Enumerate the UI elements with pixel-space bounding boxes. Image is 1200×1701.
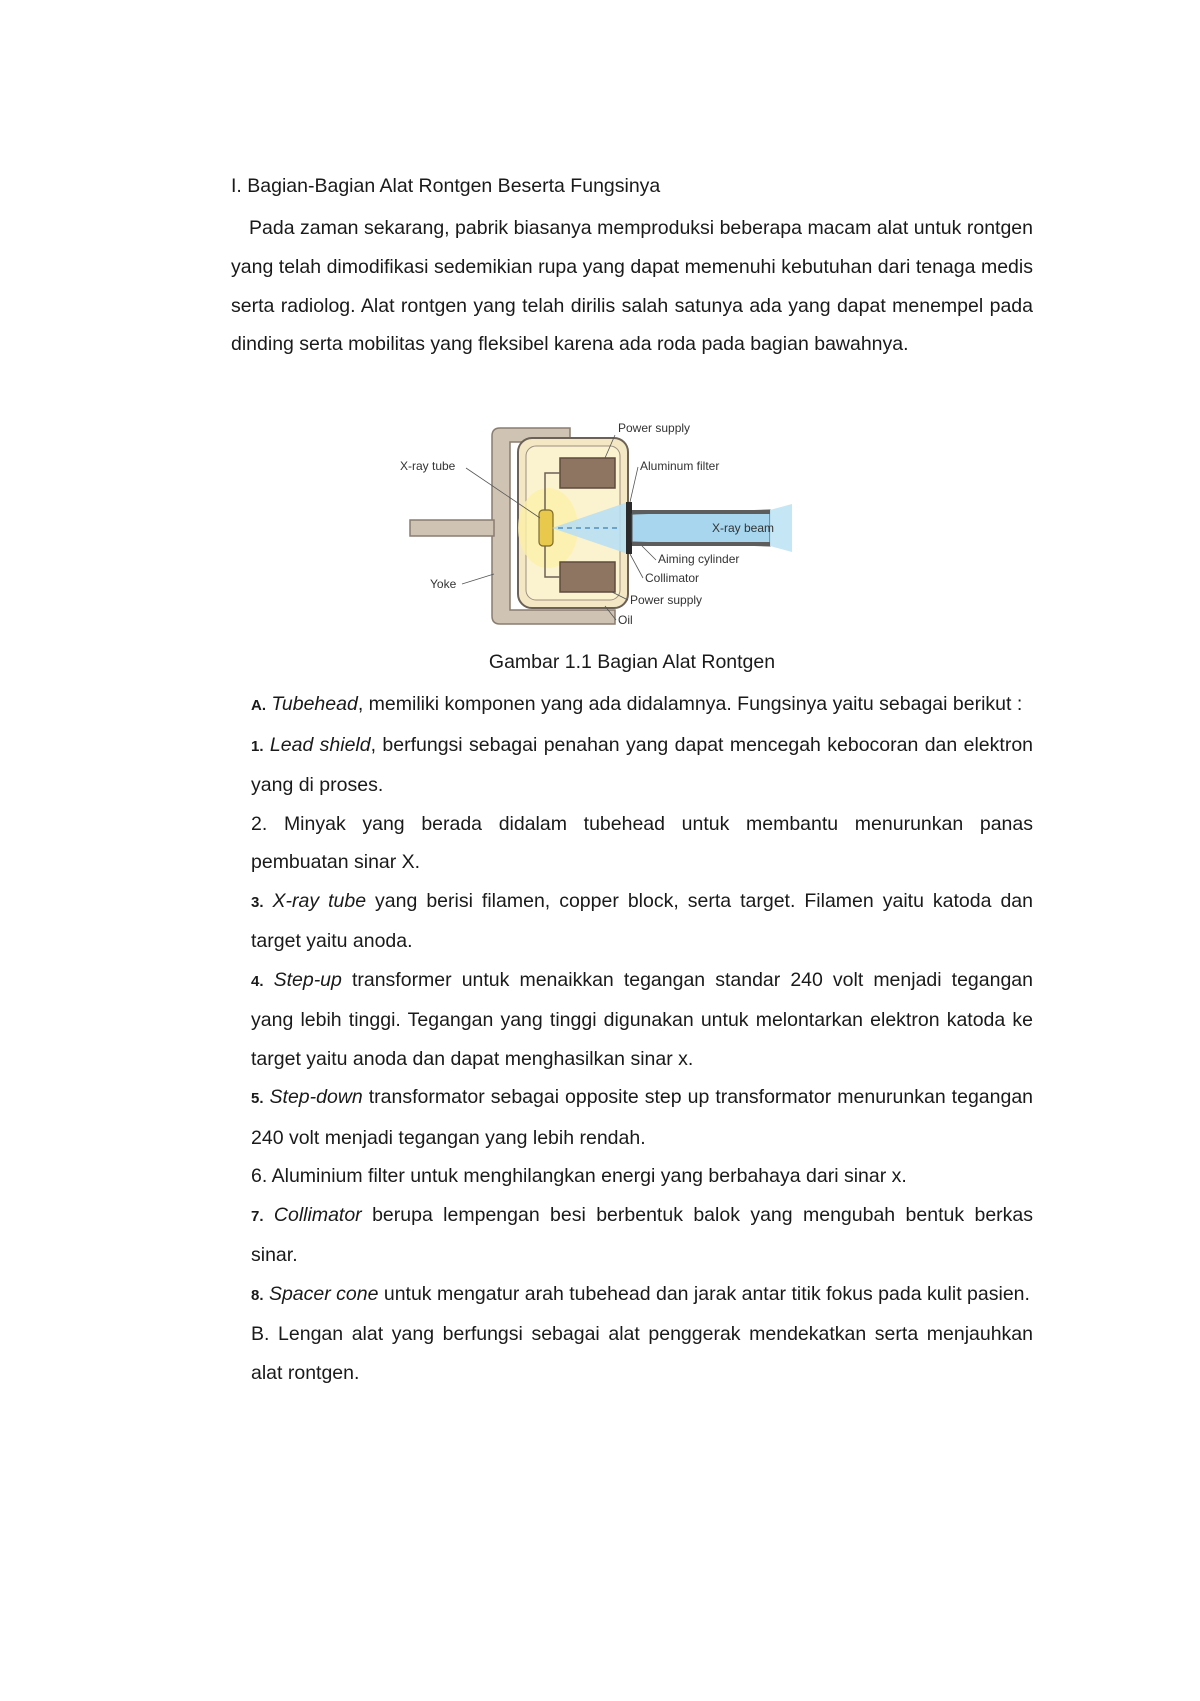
- item-text: transformator sebagai opposite step up transformator menurunkan tegangan 240 volt menjadi tegangan yang lebih rendah.: [251, 1086, 1034, 1149]
- item-text: untuk mengatur arah tubehead dan jarak antar titik fokus pada kulit pasien.: [378, 1282, 1030, 1305]
- power-supply-top: [560, 458, 615, 488]
- xray-tube: [539, 510, 553, 546]
- item-term: Lead shield: [269, 733, 371, 756]
- list-a-intro: [251, 685, 1033, 726]
- item-number: 7.: [251, 1207, 264, 1225]
- item-number: 1.: [251, 737, 264, 755]
- label-power-supply-bottom: Power supply: [630, 593, 703, 607]
- leader-collimator: [630, 554, 643, 578]
- list-item: [251, 961, 1033, 1079]
- section-heading: I. Bagian-Bagian Alat Rontgen Beserta Fungsinya: [231, 175, 661, 197]
- tubehead-diagram: [400, 410, 860, 642]
- item-number: 2.: [251, 812, 268, 835]
- label-yoke: Yoke: [430, 577, 457, 591]
- item-text: , berfungsi sebagai penahan yang dapat mencegah kebocoran dan elektron yang di proses.: [251, 733, 1034, 796]
- item-number: 5.: [251, 1090, 264, 1107]
- item-number: 4.: [251, 972, 264, 990]
- figure-caption: Gambar 1.1 Bagian Alat Rontgen: [488, 651, 776, 673]
- item-text: berupa lempengan besi berbentuk balok yang mengubah bentuk berkas sinar.: [251, 1203, 1034, 1266]
- item-term: X-ray tube: [272, 889, 367, 912]
- item-text: yang berisi filamen, copper block, serta target. Filamen yaitu katoda dan target yaitu anoda.: [251, 889, 1033, 952]
- collimator: [626, 502, 632, 554]
- item-term: Step-up: [273, 968, 342, 991]
- label-collimator: Collimator: [645, 571, 700, 585]
- intro-text: Pada zaman sekarang, pabrik biasanya memproduksi beberapa macam alat untuk rontgen yang telah dimodifikasi sedemikian rupa yang dapat memenuhi kebutuhan dari tenaga medis serta radiolog. Alat rontgen yang telah dirilis salah satunya ada yang dapat menempel pada dinding serta mobilitas yang fleksibel karena ada roda pada bagian bawahnya.: [231, 217, 1033, 356]
- item-text: Aluminium filter untuk menghilangkan energi yang berbahaya dari sinar x.: [271, 1165, 907, 1187]
- intro-paragraph: [231, 209, 1033, 364]
- label-xray-beam: X-ray beam: [712, 521, 775, 535]
- tubehead-diagram-svg: [400, 410, 860, 642]
- list-a: [251, 685, 1033, 1392]
- yoke-arm: [410, 520, 494, 536]
- cylinder-wall-top: [632, 510, 770, 514]
- list-b: [251, 1315, 1033, 1392]
- label-xray-tube: X-ray tube: [400, 459, 456, 473]
- label-aluminum-filter: Aluminum filter: [640, 459, 720, 473]
- leader-yoke: [462, 574, 494, 584]
- item-number: 6.: [251, 1165, 268, 1187]
- list-a-term: Tubehead: [271, 693, 358, 715]
- item-text: transformer untuk menaikkan tegangan standar 240 volt menjadi tegangan yang lebih tinggi. Tegangan yang tinggi digunakan untuk melontarkan elektron katoda ke target yaitu anoda dan dapat menghasilkan sinar x.: [251, 968, 1033, 1070]
- label-oil: Oil: [618, 613, 633, 627]
- list-item: [251, 726, 1033, 805]
- item-term: Collimator: [273, 1203, 362, 1226]
- leader-aluminum-filter: [630, 467, 638, 502]
- label-power-supply-top: Power supply: [618, 421, 691, 435]
- list-b-label: B.: [251, 1323, 270, 1345]
- list-a-label: A.: [251, 697, 266, 714]
- label-aiming-cylinder: Aiming cylinder: [658, 552, 740, 566]
- list-a-text: , memiliki komponen yang ada didalamnya. Fungsinya yaitu sebagai berikut :: [357, 693, 1023, 715]
- leader-aiming-cylinder: [642, 546, 656, 560]
- list-item: [251, 1157, 1033, 1196]
- list-item: [251, 805, 1033, 882]
- item-number: 8.: [251, 1286, 264, 1304]
- list-item: [251, 1078, 1033, 1157]
- cylinder-wall-bottom: [632, 542, 770, 546]
- power-supply-bottom: [560, 562, 615, 592]
- list-item: [251, 882, 1033, 961]
- item-term: Step-down: [269, 1086, 363, 1108]
- item-text: Minyak yang berada didalam tubehead untuk membantu menurunkan panas pembuatan sinar X.: [251, 812, 1033, 873]
- list-item: [251, 1196, 1033, 1275]
- list-item: [251, 1275, 1033, 1316]
- list-b-text: Lengan alat yang berfungsi sebagai alat penggerak mendekatkan serta menjauhkan alat rontgen.: [251, 1323, 1033, 1384]
- item-term: Spacer cone: [268, 1282, 379, 1305]
- item-number: 3.: [251, 893, 264, 911]
